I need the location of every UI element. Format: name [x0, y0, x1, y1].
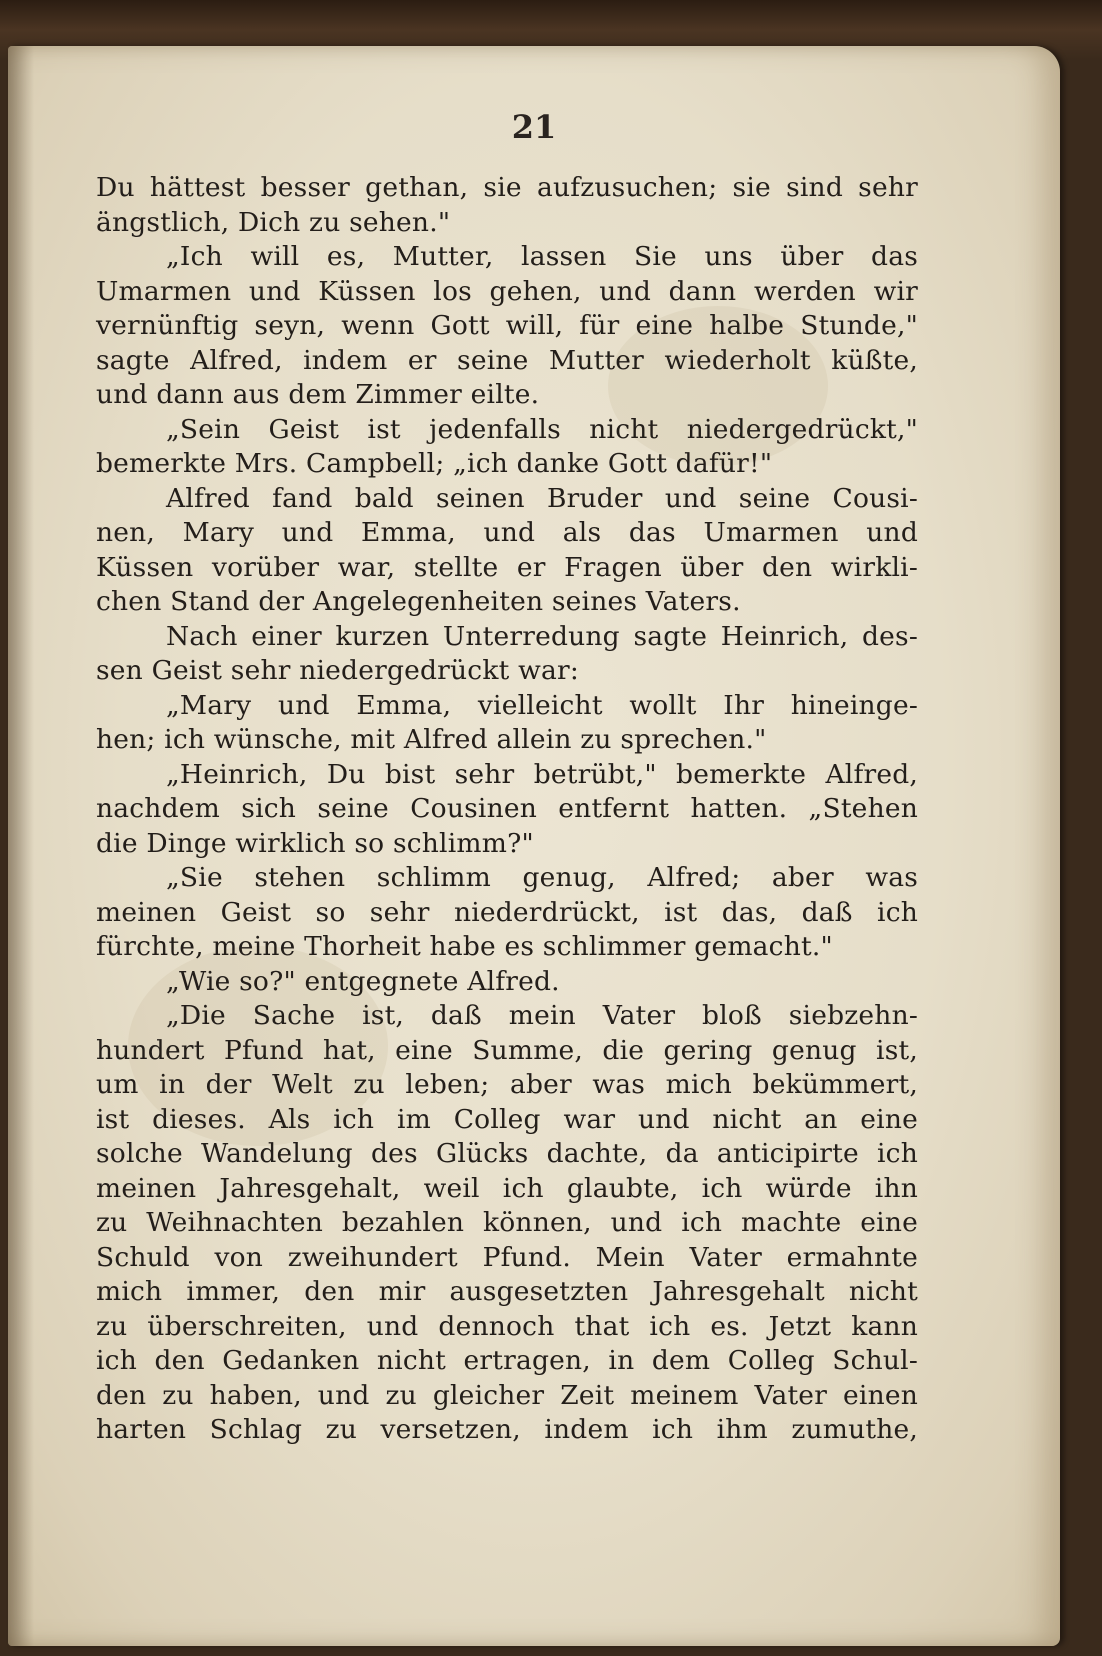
text-line: ängstlich, Dich zu sehen.": [96, 206, 451, 238]
text-line: ich den Gedanken nicht ertragen, in dem Colleg Schul-: [96, 1345, 918, 1376]
text-line: ist dieses. Als ich im Colleg war und nicht an eine: [96, 1103, 918, 1135]
text-line: Schuld von zweihundert Pfund. Mein Vater ermahnte: [96, 1241, 918, 1273]
text-line: „Sie stehen schlimm genug, Alfred; aber was: [166, 862, 918, 893]
text-line: hundert Pfund hat, eine Summe, die gering genug ist,: [96, 1034, 918, 1066]
text-line: um in der Welt zu leben; aber was mich bekümmert,: [96, 1069, 918, 1100]
text-line: Nach einer kurzen Unterredung sagte Heinrich, des-: [166, 620, 918, 652]
text-line: zu Weihnachten bezahlen können, und ich machte eine: [96, 1207, 918, 1238]
spine-shadow: [8, 46, 34, 1646]
text-line: Küssen vorüber war, stellte er Fragen über den wirkli-: [96, 551, 918, 583]
text-line: solche Wandelung des Glücks dachte, da anticipirte ich: [96, 1138, 918, 1169]
text-line: chen Stand der Angelegenheiten seines Vaters.: [96, 586, 741, 617]
text-line: Du hättest besser gethan, sie aufzusuchen; sie sind sehr: [96, 172, 918, 203]
text-line: „Mary und Emma, vielleicht wollt Ihr hineinge-: [166, 689, 918, 721]
page-number: 21: [511, 108, 557, 146]
text-line: „Sein Geist ist jedenfalls nicht niedergedrückt,": [166, 413, 918, 445]
text-line: die Dinge wirklich so schlimm?": [96, 827, 534, 859]
text-line: „Ich will es, Mutter, lassen Sie uns über das: [166, 241, 918, 272]
text-line: „Heinrich, Du bist sehr betrübt," bemerkte Alfred,: [166, 758, 918, 790]
text-line: Umarmen und Küssen los gehen, und dann werden wir: [96, 275, 918, 307]
text-line: meinen Jahresgehalt, weil ich glaubte, ich würde ihn: [96, 1172, 918, 1204]
text-line: hen; ich wünsche, mit Alfred allein zu sprechen.": [96, 724, 767, 755]
text-line: nen, Mary und Emma, und als das Umarmen und: [96, 517, 918, 548]
text-line: sagte Alfred, indem er seine Mutter wiederholt küßte,: [96, 344, 918, 376]
text-line: meinen Geist so sehr niederdrückt, ist das, daß ich: [96, 896, 918, 928]
page-paper: [8, 46, 1060, 1646]
text-line: den zu haben, und zu gleicher Zeit meinem Vater einen: [96, 1379, 918, 1411]
text-line: bemerkte Mrs. Campbell; „ich danke Gott dafür!": [96, 448, 773, 479]
text-line: fürchte, meine Thorheit habe es schlimmer gemacht.": [96, 931, 833, 962]
text-line: zu überschreiten, und dennoch that ich es. Jetzt kann: [96, 1310, 918, 1342]
text-line: und dann aus dem Zimmer eilte.: [96, 379, 540, 410]
text-line: Alfred fand bald seinen Bruder und seine Cousi-: [166, 482, 918, 514]
text-line: mich immer, den mir ausgesetzten Jahresgehalt nicht: [96, 1276, 918, 1307]
text-line: harten Schlag zu versetzen, indem ich ihm zumuthe,: [96, 1414, 918, 1445]
text-line: vernünftig seyn, wenn Gott will, für eine halbe Stunde,": [96, 310, 918, 341]
text-line: nachdem sich seine Cousinen entfernt hatten. „Stehen: [96, 793, 918, 824]
body-text: [96, 171, 918, 1448]
text-line: „Die Sache ist, daß mein Vater bloß siebzehn-: [166, 1000, 918, 1031]
text-line: „Wie so?" entgegnete Alfred.: [166, 965, 560, 997]
text-line: sen Geist sehr niedergedrückt war:: [96, 655, 579, 686]
